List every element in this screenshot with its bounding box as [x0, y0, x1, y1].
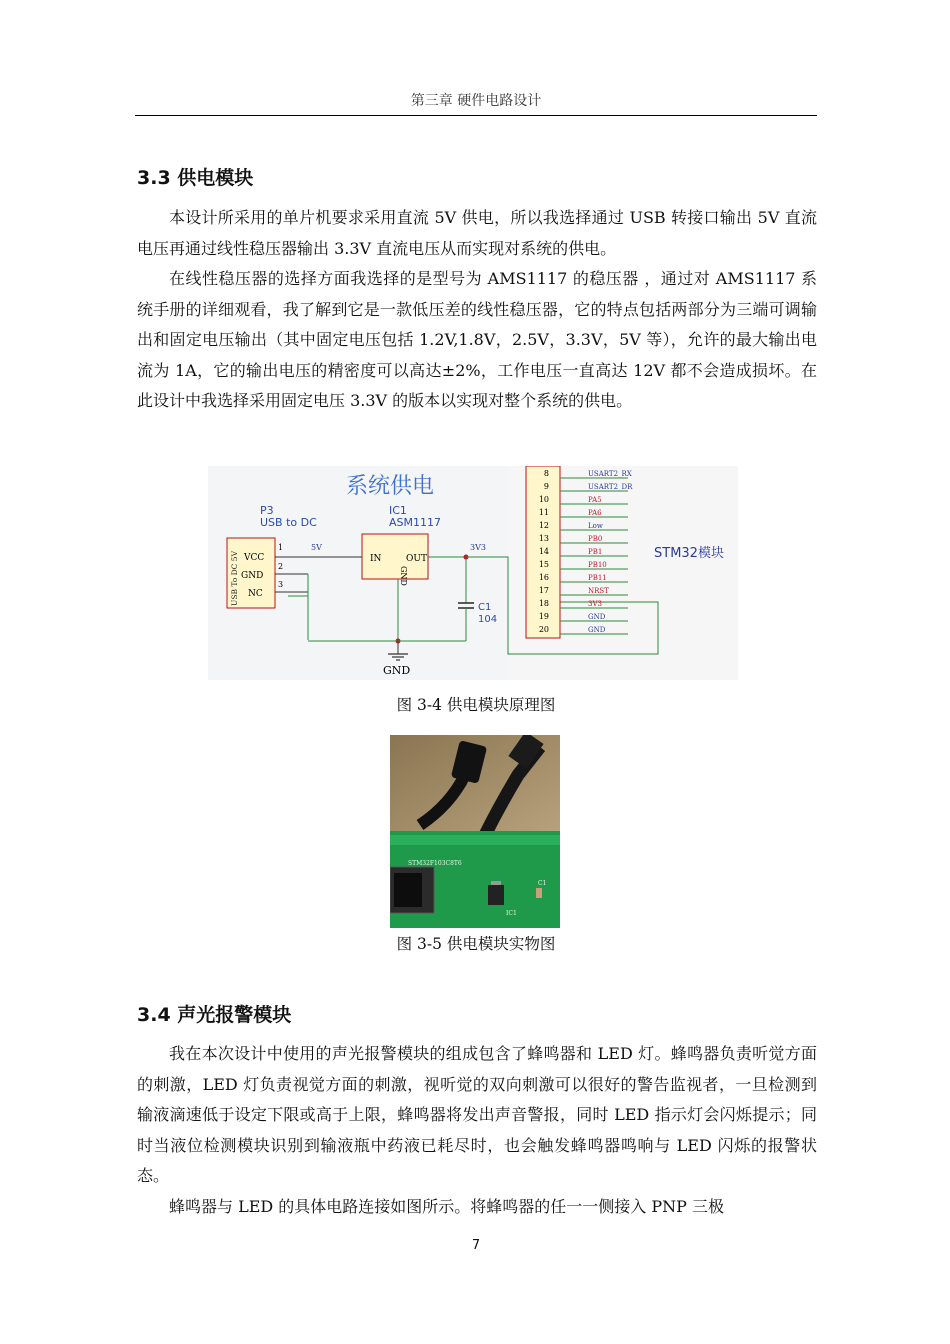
- ic1-pin-in: IN: [370, 554, 382, 564]
- p3-pin-vcc: VCC: [244, 553, 265, 563]
- header-net-label: PB1: [588, 548, 603, 556]
- photo-ic1: IC1: [506, 910, 517, 917]
- header-pin-number: 16: [538, 573, 549, 582]
- header-net-label: USART2_RX: [588, 470, 632, 478]
- header-net-label: Low: [588, 522, 603, 530]
- header-net-label: PB10: [588, 561, 607, 569]
- c1-value: 104: [478, 614, 498, 625]
- header-net-label: PB0: [588, 535, 603, 543]
- section-heading-3-4: 3.4 声光报警模块: [137, 1004, 292, 1026]
- power-schematic: [208, 466, 738, 680]
- power-module-photo: [390, 735, 560, 928]
- regulator: [488, 885, 504, 905]
- header-pin-number: 14: [538, 547, 549, 556]
- header-net-label: GND: [588, 626, 606, 634]
- section-3-3-body: [137, 203, 817, 417]
- header-net-label: NRST: [588, 587, 609, 595]
- header-net-label: GND: [588, 613, 606, 621]
- paragraph: 我在本次设计中使用的声光报警模块的组成包含了蜂鸣器和 LED 灯。蜂鸣器负责听觉方面的刺激，LED 灯负责视觉方面的刺激，视听觉的双向刺激可以很好的警告监视者，一旦检测到输液滴速低于设定下限或高于上限，蜂鸣器将发出声音警报，同时 LED 指示灯会闪烁提示；同时当液位检测模块识别到输液瓶中药液已耗尽时，也会触发蜂鸣器鸣响与 LED 闪烁的报警状态。: [137, 1044, 817, 1185]
- running-header: 第三章 硬件电路设计: [410, 93, 542, 109]
- p3-side-label: USB To DC 5V: [230, 551, 239, 606]
- header-rule: [135, 115, 817, 116]
- header-pin-number: 8: [543, 469, 549, 478]
- header-net-label: PA5: [588, 496, 602, 504]
- stm32-label: STM32模块: [654, 546, 724, 561]
- p3-name: USB to DC: [260, 516, 317, 529]
- paragraph: 蜂鸣器与 LED 的具体电路连接如图所示。将蜂鸣器的任一一侧接入 PNP 三极: [169, 1196, 725, 1216]
- header-pin-number: 10: [538, 495, 549, 504]
- c1-ref: C1: [478, 602, 492, 613]
- board-silkscreen: STM32F103C8T6: [408, 860, 462, 867]
- header-pin-number: 12: [538, 521, 549, 530]
- header-net-label: PA6: [588, 509, 602, 517]
- photo-c1: C1: [538, 880, 547, 887]
- gnd-label: GND: [383, 664, 411, 677]
- paragraph: 本设计所采用的单片机要求采用直流 5V 供电，所以我选择通过 USB 转接口输出 5V 直流电压再通过线性稳压器输出 3.3V 直流电压从而实现对系统的供电。: [137, 208, 817, 258]
- header-net-label: USART2_DR: [588, 483, 633, 491]
- ic1-name: ASM1117: [389, 516, 441, 529]
- header-pin-number: 15: [538, 560, 549, 569]
- p3-pin-num-1: 1: [278, 543, 284, 552]
- header-pin-number: 9: [543, 482, 549, 491]
- p3-pin-nc: NC: [248, 589, 263, 599]
- header-net-label: 3V3: [588, 600, 602, 608]
- p3-ref: P3: [260, 504, 274, 517]
- net-3v3: 3V3: [470, 543, 486, 552]
- schematic-title: 系统供电: [346, 474, 435, 499]
- section-heading-3-3: 3.3 供电模块: [137, 167, 254, 189]
- figure-caption-3-4: 图 3-4 供电模块原理图: [396, 696, 556, 714]
- p3-pin-num-3: 3: [278, 580, 284, 589]
- ic1-pin-out: OUT: [406, 554, 427, 564]
- header-pin-number: 13: [538, 534, 549, 543]
- header-pin-number: 19: [538, 612, 549, 621]
- ic1-ref: IC1: [389, 504, 407, 517]
- page-number: 7: [471, 1238, 481, 1253]
- p3-pin-gnd: GND: [241, 571, 264, 581]
- p3-pin-num-2: 2: [278, 562, 284, 571]
- header-pin-number: 20: [538, 625, 549, 634]
- ic1-pin-gnd: GND: [399, 566, 408, 586]
- net-5v: 5V: [311, 543, 322, 552]
- paragraph: 在线性稳压器的选择方面我选择的是型号为 AMS1117 的稳压器 ，通过对 AMS1117 系统手册的详细观看，我了解到它是一款低压差的线性稳压器，它的特点包括两部分为三端可调输出和固定电压输出（其中固定电压包括 1.2V,1.8V，2.5V，3.3V，5V 等），允许的最大输出电流为 1A，它的输出电压的精密度可以高达±2%，工作电压一直高达 12V 都不会造成损坏。在此设计中我选择采用固定电压 3.3V 的版本以实现对整个系统的供电。: [137, 269, 817, 410]
- figure-caption-3-5: 图 3-5 供电模块实物图: [396, 935, 556, 953]
- header-net-label: PB11: [588, 574, 607, 582]
- section-3-4-body: [137, 1039, 817, 1222]
- header-pin-number: 18: [538, 599, 549, 608]
- header-pin-number: 11: [538, 508, 549, 517]
- header-pin-number: 17: [538, 586, 549, 595]
